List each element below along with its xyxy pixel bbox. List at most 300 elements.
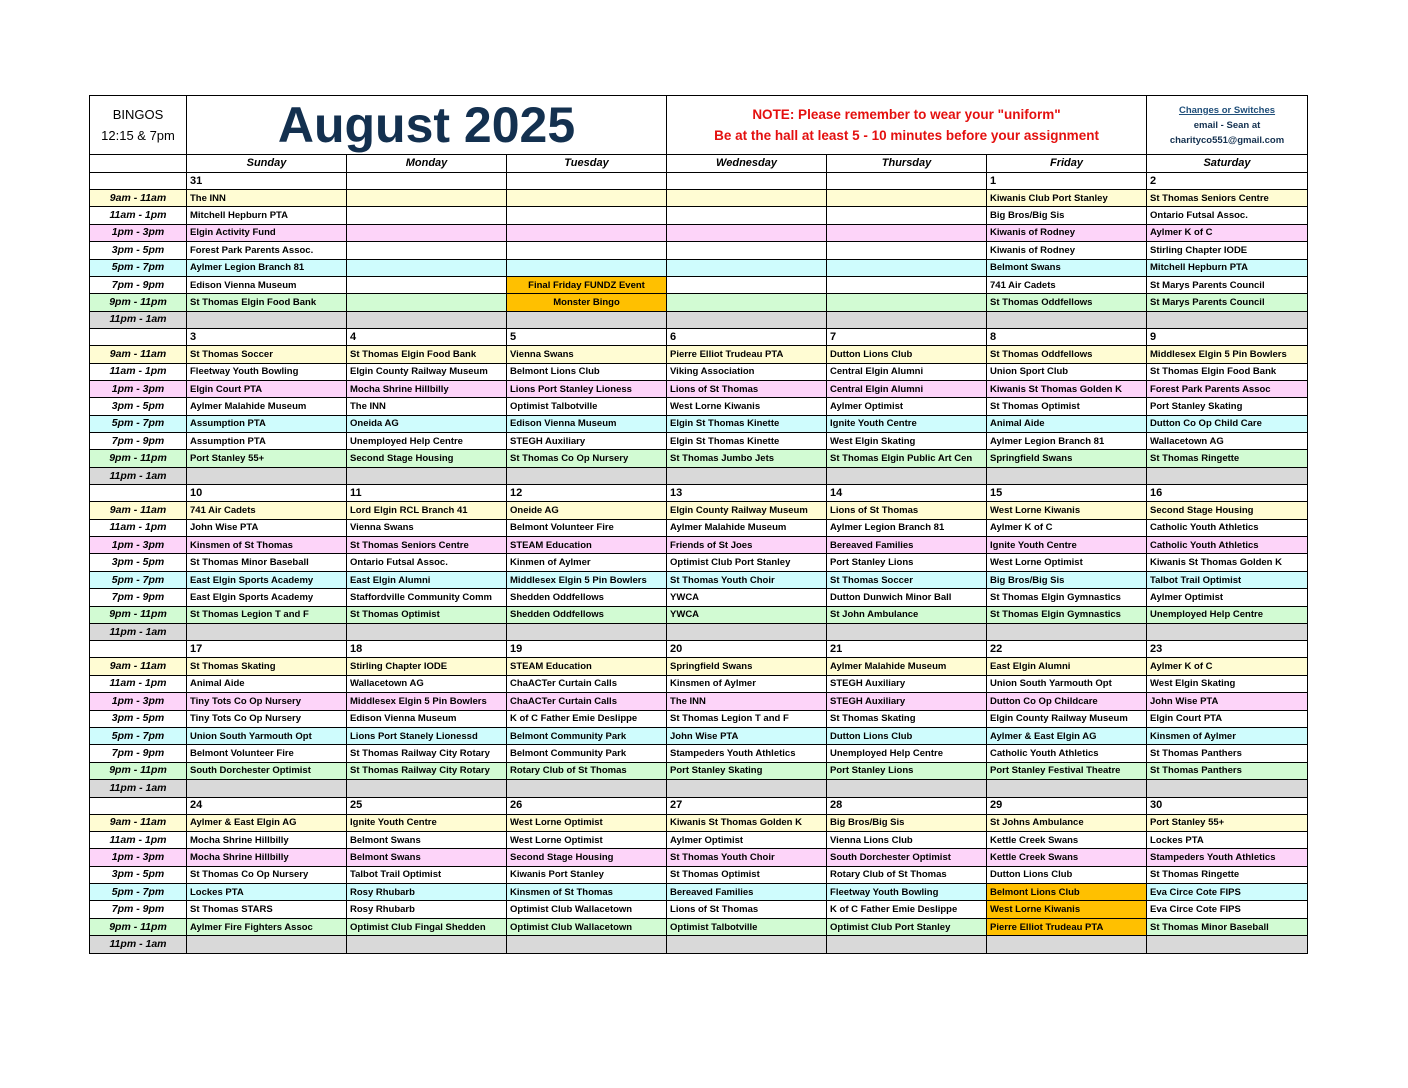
date-number: 22 (987, 641, 1147, 658)
assignment-cell (827, 276, 987, 293)
assignment-cell (827, 936, 987, 953)
assignment-cell (667, 780, 827, 797)
assignment-cell: Kettle Creek Swans (987, 849, 1147, 866)
assignment-cell: St Thomas Panthers (1147, 762, 1308, 779)
assignment-cell: Shedden Oddfellows (507, 606, 667, 623)
assignment-cell: St Thomas Co Op Nursery (507, 450, 667, 467)
assignment-cell: St Thomas STARS (187, 901, 347, 918)
assignment-cell: Port Stanley 55+ (187, 450, 347, 467)
time-slot-row (90, 745, 1308, 762)
time-slot-row (90, 606, 1308, 623)
assignment-cell: Belmont Swans (987, 259, 1147, 276)
time-slot-row (90, 884, 1308, 901)
assignment-cell (347, 780, 507, 797)
assignment-cell: St Thomas Soccer (187, 346, 347, 363)
assignment-cell: Elgin Court PTA (1147, 710, 1308, 727)
time-label: 1pm - 3pm (90, 537, 187, 554)
date-number: 25 (347, 797, 507, 814)
date-row-blank (90, 797, 187, 814)
bingos-label (90, 96, 187, 155)
assignment-cell: John Wise PTA (667, 727, 827, 744)
assignment-cell: Monster Bingo (507, 294, 667, 311)
assignment-cell: Shedden Oddfellows (507, 589, 667, 606)
assignment-cell: Eva Circe Cote FIPS (1147, 901, 1308, 918)
time-label: 7pm - 9pm (90, 901, 187, 918)
assignment-cell (347, 207, 507, 224)
assignment-cell: St John Ambulance (827, 606, 987, 623)
date-number: 30 (1147, 797, 1308, 814)
bingo-calendar (89, 95, 1308, 954)
assignment-cell: Vienna Lions Club (827, 831, 987, 848)
time-label: 3pm - 5pm (90, 242, 187, 259)
date-number (507, 173, 667, 190)
day-header: Tuesday (507, 155, 667, 173)
time-label: 3pm - 5pm (90, 866, 187, 883)
assignment-cell: Aylmer Legion Branch 81 (987, 433, 1147, 450)
time-slot-row (90, 224, 1308, 241)
assignment-cell (667, 294, 827, 311)
assignment-cell: Union South Yarmouth Opt (987, 675, 1147, 692)
date-row (90, 173, 1308, 190)
assignment-cell: Central Elgin Alumni (827, 380, 987, 397)
time-slot-row (90, 849, 1308, 866)
time-slot-row (90, 537, 1308, 554)
time-label: 9am - 11am (90, 814, 187, 831)
time-label: 9am - 11am (90, 658, 187, 675)
assignment-cell: Stirling Chapter IODE (347, 658, 507, 675)
assignment-cell: St Thomas Elgin Gymnastics (987, 606, 1147, 623)
assignment-cell (347, 276, 507, 293)
assignment-cell: YWCA (667, 589, 827, 606)
assignment-cell: ChaACTer Curtain Calls (507, 693, 667, 710)
assignment-cell: Stampeders Youth Athletics (1147, 849, 1308, 866)
assignment-cell (187, 780, 347, 797)
assignment-cell: Kiwanis St Thomas Golden K (667, 814, 827, 831)
assignment-cell: Elgin St Thomas Kinette (667, 415, 827, 432)
date-number: 5 (507, 329, 667, 346)
time-slot-row (90, 346, 1308, 363)
time-label: 11am - 1pm (90, 363, 187, 380)
assignment-cell: West Lorne Optimist (987, 554, 1147, 571)
time-slot-row (90, 450, 1308, 467)
date-number: 10 (187, 485, 347, 502)
assignment-cell: Talbot Trail Optimist (1147, 571, 1308, 588)
assignment-cell: Aylmer Legion Branch 81 (187, 259, 347, 276)
assignment-cell: John Wise PTA (187, 519, 347, 536)
assignment-cell: West Lorne Optimist (507, 831, 667, 848)
assignment-cell: Tiny Tots Co Op Nursery (187, 710, 347, 727)
assignment-cell: South Dorchester Optimist (827, 849, 987, 866)
assignment-cell: Dutton Lions Club (827, 346, 987, 363)
date-number: 27 (667, 797, 827, 814)
assignment-cell (987, 311, 1147, 328)
assignment-cell (827, 311, 987, 328)
date-number: 16 (1147, 485, 1308, 502)
assignment-cell: Bereaved Families (827, 537, 987, 554)
date-number: 26 (507, 797, 667, 814)
assignment-cell: Edison Vienna Museum (507, 415, 667, 432)
assignment-cell: St Thomas Minor Baseball (1147, 918, 1308, 935)
assignment-cell (1147, 623, 1308, 640)
assignment-cell: St Thomas Panthers (1147, 745, 1308, 762)
assignment-cell: St Thomas Optimist (347, 606, 507, 623)
time-label: 5pm - 7pm (90, 415, 187, 432)
time-label: 9am - 11am (90, 190, 187, 207)
bingos-line2: 12:15 & 7pm (101, 128, 175, 143)
assignment-cell: STEAM Education (507, 537, 667, 554)
assignment-cell: Springfield Swans (987, 450, 1147, 467)
assignment-cell: Oneida AG (347, 415, 507, 432)
assignment-cell: Elgin St Thomas Kinette (667, 433, 827, 450)
date-number: 9 (1147, 329, 1308, 346)
assignment-cell (347, 259, 507, 276)
assignment-cell: Kiwanis of Rodney (987, 242, 1147, 259)
assignment-cell (987, 623, 1147, 640)
assignment-cell: Belmont Swans (347, 831, 507, 848)
assignment-cell (187, 467, 347, 484)
assignment-cell: Big Bros/Big Sis (987, 571, 1147, 588)
assignment-cell: Dutton Lions Club (987, 866, 1147, 883)
assignment-cell: Mitchell Hepburn PTA (1147, 259, 1308, 276)
assignment-cell (667, 242, 827, 259)
assignment-cell: East Elgin Alumni (347, 571, 507, 588)
assignment-cell (347, 311, 507, 328)
day-header: Sunday (187, 155, 347, 173)
assignment-cell (507, 311, 667, 328)
assignment-cell: St Thomas Optimist (987, 398, 1147, 415)
assignment-cell: Second Stage Housing (347, 450, 507, 467)
date-number (827, 173, 987, 190)
assignment-cell: St Thomas Railway City Rotary (347, 745, 507, 762)
assignment-cell (987, 936, 1147, 953)
assignment-cell: Edison Vienna Museum (187, 276, 347, 293)
assignment-cell: Optimist Club Wallacetown (507, 918, 667, 935)
assignment-cell: St Marys Parents Council (1147, 294, 1308, 311)
time-label: 11pm - 1am (90, 311, 187, 328)
time-slot-row (90, 242, 1308, 259)
assignment-cell: Unemployed Help Centre (827, 745, 987, 762)
assignment-cell (987, 467, 1147, 484)
time-slot-row (90, 727, 1308, 744)
assignment-cell: St Thomas Skating (827, 710, 987, 727)
assignment-cell: John Wise PTA (1147, 693, 1308, 710)
contact-email[interactable]: charityco551@gmail.com (1169, 134, 1285, 146)
assignment-cell: Kinmen of Aylmer (507, 554, 667, 571)
assignment-cell: Belmont Lions Club (987, 884, 1147, 901)
assignment-cell: Animal Aide (987, 415, 1147, 432)
day-header: Saturday (1147, 155, 1308, 173)
assignment-cell (827, 259, 987, 276)
time-slot-row (90, 658, 1308, 675)
assignment-cell: Dutton Dunwich Minor Ball (827, 589, 987, 606)
assignment-cell: St Thomas Legion T and F (187, 606, 347, 623)
time-label: 3pm - 5pm (90, 398, 187, 415)
day-header: Wednesday (667, 155, 827, 173)
assignment-cell (667, 623, 827, 640)
assignment-cell (827, 623, 987, 640)
assignment-cell: St Thomas Youth Choir (667, 849, 827, 866)
date-number: 7 (827, 329, 987, 346)
time-label: 9pm - 11pm (90, 606, 187, 623)
assignment-cell (347, 242, 507, 259)
assignment-cell (667, 311, 827, 328)
assignment-cell: Fleetway Youth Bowling (827, 884, 987, 901)
assignment-cell: Kiwanis of Rodney (987, 224, 1147, 241)
assignment-cell: 741 Air Cadets (987, 276, 1147, 293)
assignment-cell: St Thomas Youth Choir (667, 571, 827, 588)
assignment-cell: Unemployed Help Centre (1147, 606, 1308, 623)
assignment-cell (667, 224, 827, 241)
date-row-blank (90, 329, 187, 346)
assignment-cell: Catholic Youth Athletics (1147, 519, 1308, 536)
assignment-cell (667, 207, 827, 224)
assignment-cell: Stampeders Youth Athletics (667, 745, 827, 762)
assignment-cell (1147, 780, 1308, 797)
assignment-cell: Central Elgin Alumni (827, 363, 987, 380)
assignment-cell: Kinsmen of Aylmer (667, 675, 827, 692)
assignment-cell: St Thomas Oddfellows (987, 346, 1147, 363)
assignment-cell: St Thomas Elgin Public Art Cen (827, 450, 987, 467)
assignment-cell (667, 936, 827, 953)
assignment-cell: West Lorne Kiwanis (987, 901, 1147, 918)
date-row (90, 485, 1308, 502)
assignment-cell: Port Stanley 55+ (1147, 814, 1308, 831)
assignment-cell: St Thomas Skating (187, 658, 347, 675)
assignment-cell: Elgin Activity Fund (187, 224, 347, 241)
assignment-cell: Big Bros/Big Sis (827, 814, 987, 831)
assignment-cell: Mocha Shrine Hillbilly (347, 380, 507, 397)
assignment-cell: Aylmer Optimist (1147, 589, 1308, 606)
assignment-cell (507, 623, 667, 640)
assignment-cell: Optimist Talbotville (667, 918, 827, 935)
time-label: 3pm - 5pm (90, 554, 187, 571)
time-slot-row (90, 467, 1308, 484)
date-number: 21 (827, 641, 987, 658)
assignment-cell: St Thomas Elgin Gymnastics (987, 589, 1147, 606)
assignment-cell: Kinsmen of Aylmer (1147, 727, 1308, 744)
time-slot-row (90, 623, 1308, 640)
time-label: 9pm - 11pm (90, 918, 187, 935)
assignment-cell: Optimist Talbotville (507, 398, 667, 415)
assignment-cell: Rotary Club of St Thomas (507, 762, 667, 779)
assignment-cell: Aylmer Legion Branch 81 (827, 519, 987, 536)
time-slot-row (90, 866, 1308, 883)
assignment-cell: Elgin County Railway Museum (347, 363, 507, 380)
changes-link[interactable]: Changes or Switches (1178, 104, 1276, 116)
date-number: 12 (507, 485, 667, 502)
assignment-cell: Talbot Trail Optimist (347, 866, 507, 883)
time-slot-row (90, 207, 1308, 224)
assignment-cell: West Lorne Kiwanis (667, 398, 827, 415)
note-line2: Be at the hall at least 5 - 10 minutes before your assignment (714, 128, 1099, 143)
assignment-cell (347, 224, 507, 241)
time-slot-row (90, 294, 1308, 311)
assignment-cell: Dutton Lions Club (827, 727, 987, 744)
time-slot-row (90, 780, 1308, 797)
date-number: 6 (667, 329, 827, 346)
date-number: 15 (987, 485, 1147, 502)
assignment-cell (347, 467, 507, 484)
assignment-cell (667, 467, 827, 484)
assignment-cell: Kettle Creek Swans (987, 831, 1147, 848)
date-number: 14 (827, 485, 987, 502)
assignment-cell: The INN (667, 693, 827, 710)
assignment-cell: Belmont Volunteer Fire (507, 519, 667, 536)
assignment-cell: Forest Park Parents Assoc (1147, 380, 1308, 397)
day-header: Thursday (827, 155, 987, 173)
time-label: 1pm - 3pm (90, 849, 187, 866)
date-number (347, 173, 507, 190)
note-line1: NOTE: Please remember to wear your "uniform" (752, 107, 1061, 122)
date-row-blank (90, 485, 187, 502)
time-slot-row (90, 415, 1308, 432)
date-row (90, 329, 1308, 346)
time-slot-row (90, 831, 1308, 848)
time-label: 11am - 1pm (90, 519, 187, 536)
assignment-cell: Elgin County Railway Museum (667, 502, 827, 519)
time-slot-row (90, 693, 1308, 710)
assignment-cell: Unemployed Help Centre (347, 433, 507, 450)
assignment-cell: K of C Father Emie Deslippe (507, 710, 667, 727)
assignment-cell (1147, 936, 1308, 953)
assignment-cell (187, 936, 347, 953)
date-number: 20 (667, 641, 827, 658)
assignment-cell: K of C Father Emie Deslippe (827, 901, 987, 918)
time-label: 5pm - 7pm (90, 571, 187, 588)
assignment-cell: Springfield Swans (667, 658, 827, 675)
assignment-cell: Catholic Youth Athletics (1147, 537, 1308, 554)
assignment-cell: Vienna Swans (507, 346, 667, 363)
day-header: Friday (987, 155, 1147, 173)
page-title: August 2025 (187, 96, 667, 155)
contact-line2: email - Sean at (1193, 119, 1261, 131)
assignment-cell: St Thomas Ringette (1147, 450, 1308, 467)
assignment-cell: The INN (347, 398, 507, 415)
assignment-cell: West Lorne Optimist (507, 814, 667, 831)
assignment-cell (347, 936, 507, 953)
assignment-cell: Lockes PTA (187, 884, 347, 901)
time-label: 11pm - 1am (90, 467, 187, 484)
assignment-cell (507, 207, 667, 224)
assignment-cell: Port Stanley Lions (827, 762, 987, 779)
date-number: 1 (987, 173, 1147, 190)
time-slot-row (90, 311, 1308, 328)
assignment-cell: Aylmer Optimist (827, 398, 987, 415)
time-label: 11pm - 1am (90, 623, 187, 640)
assignment-cell: West Elgin Skating (827, 433, 987, 450)
assignment-cell: Rosy Rhubarb (347, 884, 507, 901)
assignment-cell: Kiwanis St Thomas Golden K (987, 380, 1147, 397)
assignment-cell: STEGH Auxiliary (507, 433, 667, 450)
assignment-cell: Belmont Community Park (507, 727, 667, 744)
assignment-cell: Big Bros/Big Sis (987, 207, 1147, 224)
date-number: 4 (347, 329, 507, 346)
time-slot-row (90, 571, 1308, 588)
date-number: 19 (507, 641, 667, 658)
assignment-cell: Ontario Futsal Assoc. (1147, 207, 1308, 224)
assignment-cell: Union South Yarmouth Opt (187, 727, 347, 744)
time-slot-row (90, 918, 1308, 935)
date-number: 18 (347, 641, 507, 658)
assignment-cell: Union Sport Club (987, 363, 1147, 380)
assignment-cell: St Thomas Co Op Nursery (187, 866, 347, 883)
assignment-cell: Edison Vienna Museum (347, 710, 507, 727)
assignment-cell: Belmont Lions Club (507, 363, 667, 380)
assignment-cell: West Lorne Kiwanis (987, 502, 1147, 519)
assignment-cell: Port Stanley Lions (827, 554, 987, 571)
assignment-cell: Ignite Youth Centre (827, 415, 987, 432)
assignment-cell: Lions of St Thomas (827, 502, 987, 519)
time-label: 11am - 1pm (90, 831, 187, 848)
assignment-cell: Second Stage Housing (1147, 502, 1308, 519)
assignment-cell: Mocha Shrine Hillbilly (187, 831, 347, 848)
assignment-cell: Aylmer Malahide Museum (187, 398, 347, 415)
assignment-cell: Kinsmen of St Thomas (187, 537, 347, 554)
assignment-cell: Kiwanis Club Port Stanley (987, 190, 1147, 207)
assignment-cell (827, 207, 987, 224)
assignment-cell: Wallacetown AG (347, 675, 507, 692)
assignment-cell: St Marys Parents Council (1147, 276, 1308, 293)
time-label: 7pm - 9pm (90, 433, 187, 450)
date-number: 29 (987, 797, 1147, 814)
assignment-cell: Friends of St Joes (667, 537, 827, 554)
time-label: 1pm - 3pm (90, 380, 187, 397)
assignment-cell: Aylmer & East Elgin AG (987, 727, 1147, 744)
assignment-cell: Middlesex Elgin 5 Pin Bowlers (507, 571, 667, 588)
assignment-cell: Belmont Community Park (507, 745, 667, 762)
assignment-cell (827, 190, 987, 207)
assignment-cell: Pierre Elliot Trudeau PTA (987, 918, 1147, 935)
time-slot-row (90, 398, 1308, 415)
time-slot-row (90, 276, 1308, 293)
assignment-cell: Port Stanley Festival Theatre (987, 762, 1147, 779)
assignment-cell (667, 190, 827, 207)
time-slot-row (90, 433, 1308, 450)
assignment-cell: Pierre Elliot Trudeau PTA (667, 346, 827, 363)
assignment-cell: Oneide AG (507, 502, 667, 519)
assignment-cell: East Elgin Sports Academy (187, 589, 347, 606)
assignment-cell: South Dorchester Optimist (187, 762, 347, 779)
assignment-cell (987, 780, 1147, 797)
assignment-cell (827, 467, 987, 484)
assignment-cell (507, 242, 667, 259)
date-number: 28 (827, 797, 987, 814)
date-number: 2 (1147, 173, 1308, 190)
time-slot-row (90, 936, 1308, 953)
date-number (667, 173, 827, 190)
assignment-cell: Middlesex Elgin 5 Pin Bowlers (1147, 346, 1308, 363)
assignment-cell: Rosy Rhubarb (347, 901, 507, 918)
time-slot-row (90, 762, 1308, 779)
bingos-line1: BINGOS (112, 107, 164, 122)
time-slot-row (90, 190, 1308, 207)
assignment-cell: Mocha Shrine Hillbilly (187, 849, 347, 866)
assignment-cell: St Thomas Jumbo Jets (667, 450, 827, 467)
time-label: 9pm - 11pm (90, 450, 187, 467)
assignment-cell: Aylmer K of C (987, 519, 1147, 536)
time-label: 9pm - 11pm (90, 294, 187, 311)
assignment-cell: East Elgin Sports Academy (187, 571, 347, 588)
assignment-cell: Stirling Chapter IODE (1147, 242, 1308, 259)
assignment-cell: Aylmer Optimist (667, 831, 827, 848)
assignment-cell (507, 780, 667, 797)
time-slot-row (90, 901, 1308, 918)
assignment-cell: Dutton Co Op Child Care (1147, 415, 1308, 432)
assignment-cell: Optimist Club Port Stanley (827, 918, 987, 935)
assignment-cell: STEGH Auxiliary (827, 693, 987, 710)
assignment-cell: Bereaved Families (667, 884, 827, 901)
assignment-cell (1147, 311, 1308, 328)
